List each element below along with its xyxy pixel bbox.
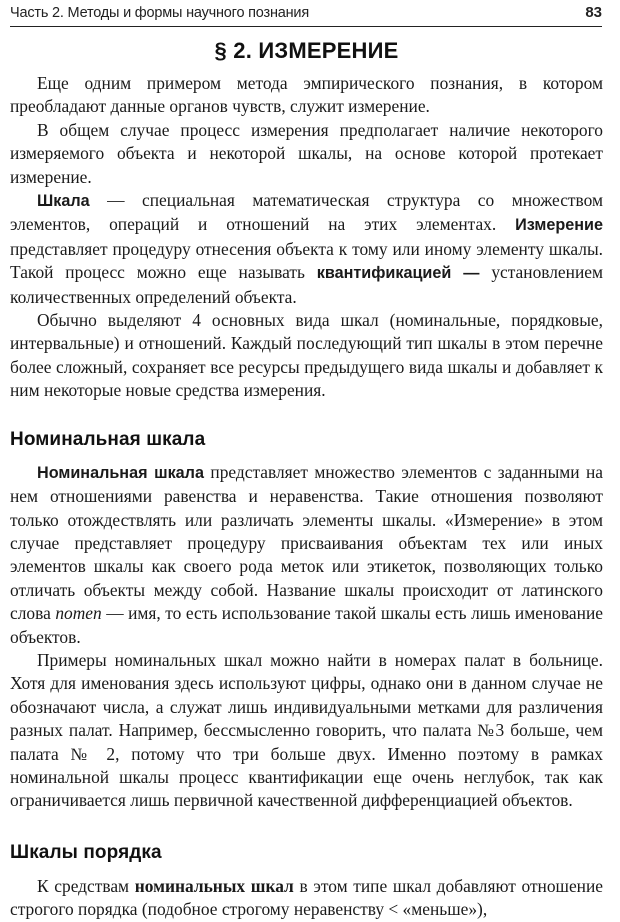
paragraph-intro: Еще одним примером метода эмпирического познания, в котором преобладают данные органов чувств, служит измерение.	[10, 73, 603, 117]
term-scale: Шкала	[37, 192, 90, 211]
latin-word: nomen	[55, 603, 102, 624]
page-number: 83	[585, 4, 602, 21]
text-segment: представляет множество элементов с заданными на нем отношениями равенства и неравенства. Такие отношения позволяют только отождествлять или различать элементы шкалы. «Измерение» в этом случае представляет процедуру присваивания объектам тех или иных элементов шкалы как своего рода меток или этикеток, позволяющих только отличать объекты между собой. Название шкалы происходит от латинского слова	[10, 461, 603, 624]
paragraph-general-case: В общем случае процесс измерения предполагает наличие некоторого измеряемого объекта и некоторой шкалы, на основе которой протекает измерение.	[10, 119, 603, 187]
running-header	[10, 2, 602, 27]
text-segment: К средствам	[37, 875, 135, 896]
subsection-heading-order: Шкалы порядка	[10, 841, 162, 863]
term-quantification: квантификацией —	[316, 264, 480, 283]
running-header-title: Часть 2. Методы и формы научного познания	[10, 5, 309, 21]
paragraph-scale-types: Обычно выделяют 4 основных вида шкал (номинальные, порядковые, интервальные) и отношений. Каждый последующий тип шкалы в этом перечне более сложный, сохраняет все ресурсы предыдущего вида шкалы и добавляет к ним некоторые новые средства измерения.	[10, 310, 603, 401]
text-segment: — специальная математическая структура со множеством элементов, операций и отношений на этих элементах.	[10, 190, 603, 235]
section-title: § 2. ИЗМЕРЕНИЕ	[214, 38, 399, 63]
term-measurement: Измерение	[515, 216, 603, 235]
term-nominal-scales: номинальных шкал	[134, 875, 294, 896]
page-body	[10, 34, 603, 922]
text-segment: представляет процедуру отнесения объекта к тому или иному элементу шкалы. Такой процесс можно еще называть	[10, 238, 603, 283]
paragraph-nominal-examples: Примеры номинальных шкал можно найти в номерах палат в больнице. Хотя для именования здесь используют цифры, однако они в данном случае не обозначают числа, а служат лишь индивидуальными метками для различения разных палат. Например, бессмысленно говорить, что палата №3 больше, чем палата № 2, потому что три больше двух. Именно поэтому в рамках номинальной шкалы процесс квантификации еще очень неглубок, так как ограничивается лишь первичной качественной дифференциацией объектов.	[10, 649, 603, 811]
paragraph-scale-definition	[10, 189, 603, 309]
paragraph-order-scales	[10, 875, 603, 922]
paragraph-nominal-definition	[10, 461, 603, 649]
term-nominal-scale: Номинальная шкала	[37, 463, 204, 482]
text-segment: — имя, то есть использование такой шкалы есть лишь именование объектов.	[10, 603, 603, 647]
subsection-heading-nominal: Номинальная шкала	[10, 428, 206, 450]
text-segment: установлением количественных определений объекта.	[10, 262, 603, 307]
text-segment: в этом типе шкал добавляют отношение строгого порядка (подобное строгому неравенству < «меньше»),	[10, 875, 603, 920]
